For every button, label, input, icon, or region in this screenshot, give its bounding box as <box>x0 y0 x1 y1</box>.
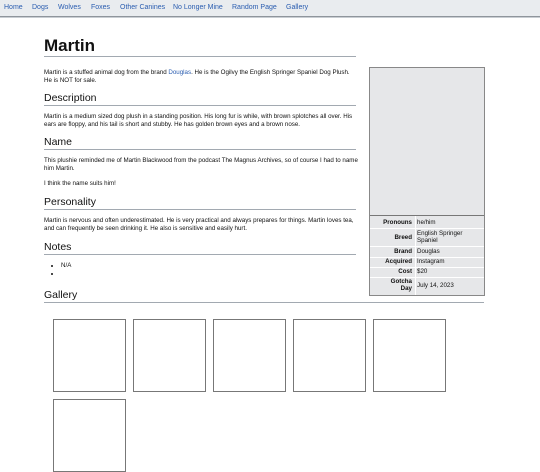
notes-item-empty <box>61 270 71 278</box>
personality-text: Martin is nervous and often underestimated. He is very practical and always prepares for things. Martin loves tea, and can frequently be seen drinking it. He also is sensitive and easily hurt. <box>44 217 354 232</box>
nav-no-longer-mine[interactable]: No Longer Mine <box>173 4 223 11</box>
personality-divider <box>44 209 356 210</box>
name-divider <box>44 149 356 150</box>
gallery-thumbnail[interactable] <box>133 319 206 392</box>
infobox-label: Brand <box>394 248 412 255</box>
brand-link[interactable]: Douglas <box>168 69 192 76</box>
intro-paragraph <box>44 69 358 84</box>
intro-text-start: Martin is a stuffed animal dog from the brand <box>44 69 169 76</box>
nav-home[interactable]: Home <box>4 4 23 11</box>
description-divider <box>44 105 356 106</box>
infobox-value: $20 <box>417 268 428 275</box>
nav-other-canines[interactable]: Other Canines <box>120 4 166 11</box>
row-separator <box>370 246 484 247</box>
gallery-thumbnail[interactable] <box>213 319 286 392</box>
nav-random-page[interactable]: Random Page <box>232 4 277 11</box>
infobox-value: July 14, 2023 <box>417 282 454 289</box>
gallery-thumbnail[interactable] <box>373 319 446 392</box>
top-navigation <box>0 0 540 17</box>
notes-list <box>44 262 71 278</box>
intro-text-end: . He is the Ogilvy the English Springer Spaniel Dog Plush. He is NOT for sale. <box>44 69 350 84</box>
infobox-label: Acquired <box>385 258 412 265</box>
infobox-label: Cost <box>398 268 412 275</box>
infobox-image <box>370 68 484 216</box>
gallery-divider <box>44 302 484 303</box>
nav-dogs[interactable]: Dogs <box>32 4 49 11</box>
page-title: Martin <box>44 36 95 55</box>
row-separator <box>370 228 484 229</box>
infobox-value: he/him <box>417 219 436 226</box>
title-divider <box>44 56 356 57</box>
notes-heading: Notes <box>44 241 72 253</box>
infobox-value: English Springer Spaniel <box>417 230 463 244</box>
notes-divider <box>44 254 356 255</box>
infobox-label: Pronouns <box>383 219 412 226</box>
gallery-thumbnail[interactable] <box>53 319 126 392</box>
gallery-thumbnail[interactable] <box>293 319 366 392</box>
nav-gallery[interactable]: Gallery <box>286 4 309 11</box>
infobox-label: Gotcha Day <box>390 278 412 292</box>
description-text: Martin is a medium sized dog plush in a standing position. His long fur is while, with brown splotches all over. His ears are floppy, and his tail is short and stubby. He has golden brown eyes and a brown nose. <box>44 113 353 128</box>
nav-foxes[interactable]: Foxes <box>91 4 111 11</box>
name-text: This plushie reminded me of Martin Blackwood from the podcast The Magnus Archives, so of course I had to name him Martin. <box>44 157 358 172</box>
infobox <box>369 67 485 296</box>
infobox-value: Douglas <box>417 248 440 255</box>
name-heading: Name <box>44 136 73 148</box>
gallery-heading: Gallery <box>44 289 78 301</box>
personality-heading: Personality <box>44 196 96 208</box>
infobox-value: Instagram <box>417 258 445 265</box>
infobox-label: Breed <box>394 234 412 241</box>
nav-wolves[interactable]: Wolves <box>58 4 81 11</box>
gallery-thumbnail[interactable] <box>53 399 126 472</box>
notes-item: • N/A <box>61 262 71 270</box>
description-heading: Description <box>44 92 97 104</box>
name-text-2: I think the name suits him! <box>44 180 116 187</box>
